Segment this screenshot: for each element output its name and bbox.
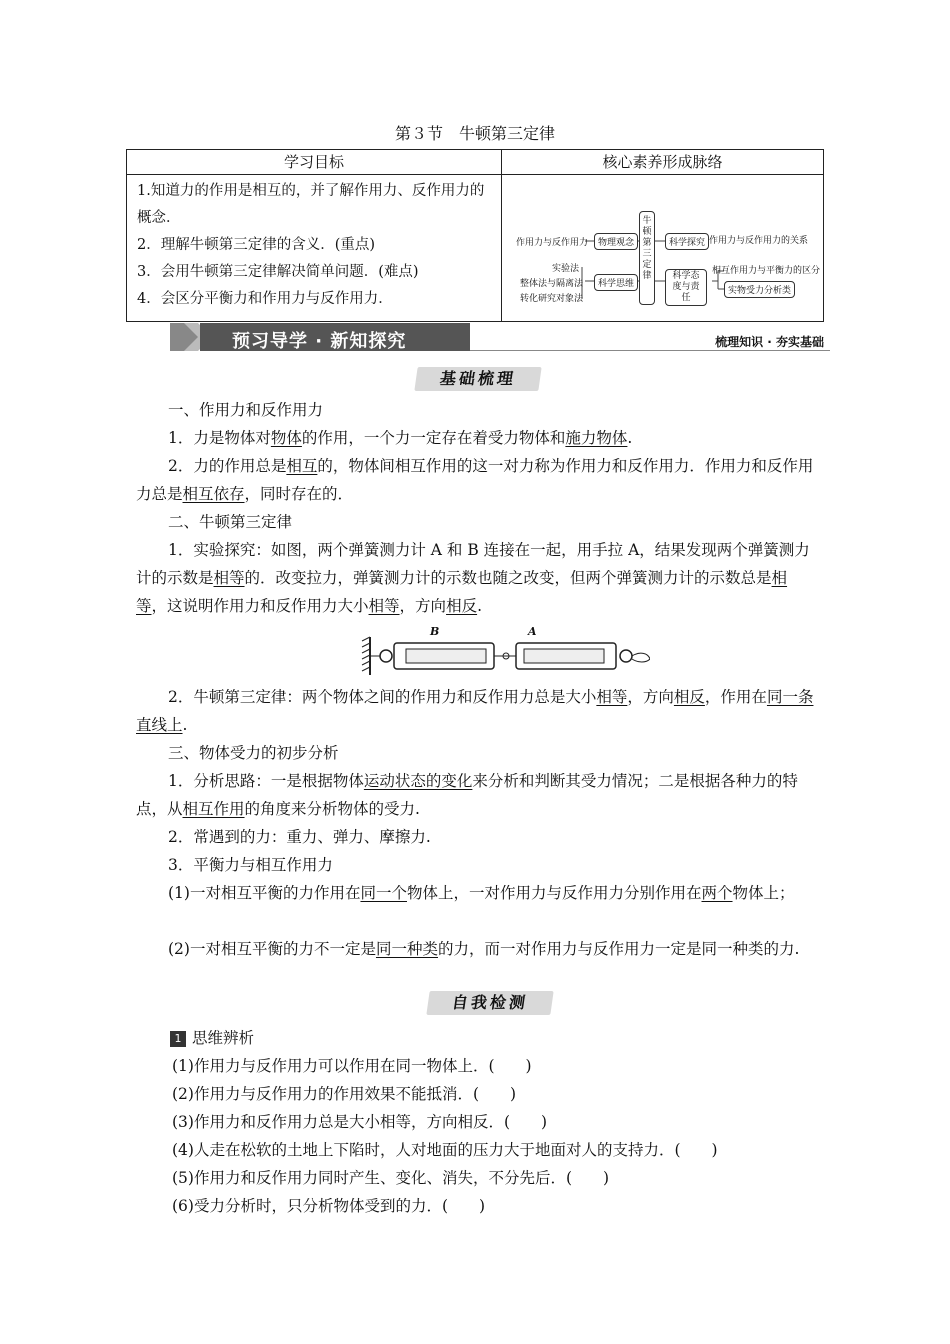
col-header-map: 核心素养形成脉络: [502, 150, 824, 175]
label-scale-b: B: [430, 625, 440, 638]
para-3: 1．实验探究：如图，两个弹簧测力计 A 和 B 连接在一起，用手拉 A，结果发现两个弹簧测力计的示数是相等的．改变拉力，弹簧测力计的示数也随之改变，但两个弹簧测力计的示数总是相等，这说明作用力和反作用力大小相等，方向相反.: [136, 541, 810, 615]
map-method-experiment: 实验法: [552, 264, 580, 274]
para-9: (2)一对相互平衡的力不一定是同一种类的力，而一对作用力与反作用力一定是同一种类的力.: [168, 940, 800, 958]
concept-map-cell: [502, 175, 824, 322]
label-scale-a: A: [528, 625, 537, 638]
spring-scales-illustration: [350, 625, 650, 677]
para-2: 2．力的作用总是相互的，物体间相互作用的这一对力称为作用力和反作用力．作用力和反作用力总是相互依存，同时存在的．: [136, 457, 814, 503]
heading-force-analysis: 三、物体受力的初步分析: [168, 744, 339, 762]
heading-newton-third-law: 二、牛顿第三定律: [168, 513, 293, 531]
concept-map: [502, 175, 823, 321]
check-item: (5)作用力和反作用力同时产生、变化、消失，不分先后．( ): [172, 1169, 610, 1187]
map-box-scientific-thinking: 科学思维: [594, 274, 638, 291]
goal-item: 2．理解牛顿第三定律的含义．(重点): [137, 237, 376, 253]
banner-title: 预习导学 · 新知探究: [232, 331, 407, 352]
objectives-table: [126, 149, 824, 322]
map-item-relation: 作用力与反作用力的关系: [709, 236, 809, 246]
check-item: (2)作用力与反作用力的作用效果不能抵消．( ): [172, 1085, 517, 1103]
para-1: 1．力是物体对物体的作用，一个力一定存在着受力物体和施力物体.: [168, 429, 633, 447]
check-item: (1)作用力与反作用力可以作用在同一物体上．( ): [172, 1057, 532, 1075]
para-4: 2．牛顿第三定律：两个物体之间的作用力和反作用力总是大小相等，方向相反，作用在同一条直线上.: [136, 688, 814, 734]
map-box-scientific-inquiry: 科学探究: [665, 233, 709, 250]
banner-subtitle: 梳理知识 · 夯实基础: [715, 335, 824, 349]
section-heading-self-check: 自我检测: [428, 991, 552, 1015]
map-center-topic: 牛顿第三定律: [639, 211, 655, 305]
col-header-goals: 学习目标: [127, 150, 502, 175]
map-box-attitude: 科学态度与责任: [665, 269, 707, 306]
spring-scale-figure: [350, 625, 650, 677]
para-6: 2．常遇到的力：重力、弹力、摩擦力.: [168, 828, 431, 846]
goal-item: 1.知道力的作用是相互的，并了解作用力、反作用力的概念．: [137, 183, 485, 226]
goal-item: 3．会用牛顿第三定律解决简单问题．(难点): [137, 264, 419, 280]
map-item-action-reaction: 作用力与反作用力: [516, 238, 589, 248]
map-method-isolation: 整体法与隔离法: [520, 279, 584, 289]
goal-item: 4．会区分平衡力和作用力与反作用力．: [137, 291, 393, 307]
heading-action-reaction: 一、作用力和反作用力: [168, 401, 324, 419]
page-title: 第３节 牛顿第三定律: [394, 124, 555, 143]
check-item: (4)人走在松软的土地上下陷时，人对地面的压力大于地面对人的支持力．( ): [172, 1141, 718, 1159]
para-8: (1)一对相互平衡的力作用在同一个物体上，一对作用力与反作用力分别作用在两个物体上；: [168, 884, 795, 902]
para-7: 3．平衡力与相互作用力: [168, 856, 333, 874]
goals-cell: [127, 175, 502, 322]
section-heading-basics: 基础梳理: [416, 367, 540, 391]
section-banner: [170, 319, 838, 353]
check-item: (6)受力分析时，只分析物体受到的力．( ): [172, 1197, 486, 1215]
map-box-physics-concept: 物理观念: [594, 233, 638, 250]
number-badge-icon: 1: [170, 1031, 186, 1047]
self-check-heading: 1 思维辨析: [170, 1024, 810, 1052]
map-item-force-analysis: 实物受力分析类: [724, 281, 795, 298]
para-5: 1．分析思路：一是根据物体运动状态的变化来分析和判断其受力情况；二是根据各种力的特点，从相互作用的角度来分析物体的受力.: [136, 772, 798, 818]
map-item-distinction: 相互作用力与平衡力的区分: [712, 266, 821, 276]
map-method-transform: 转化研究对象法: [520, 294, 584, 304]
check-item: (3)作用力和反作用力总是大小相等，方向相反．( ): [172, 1113, 548, 1131]
